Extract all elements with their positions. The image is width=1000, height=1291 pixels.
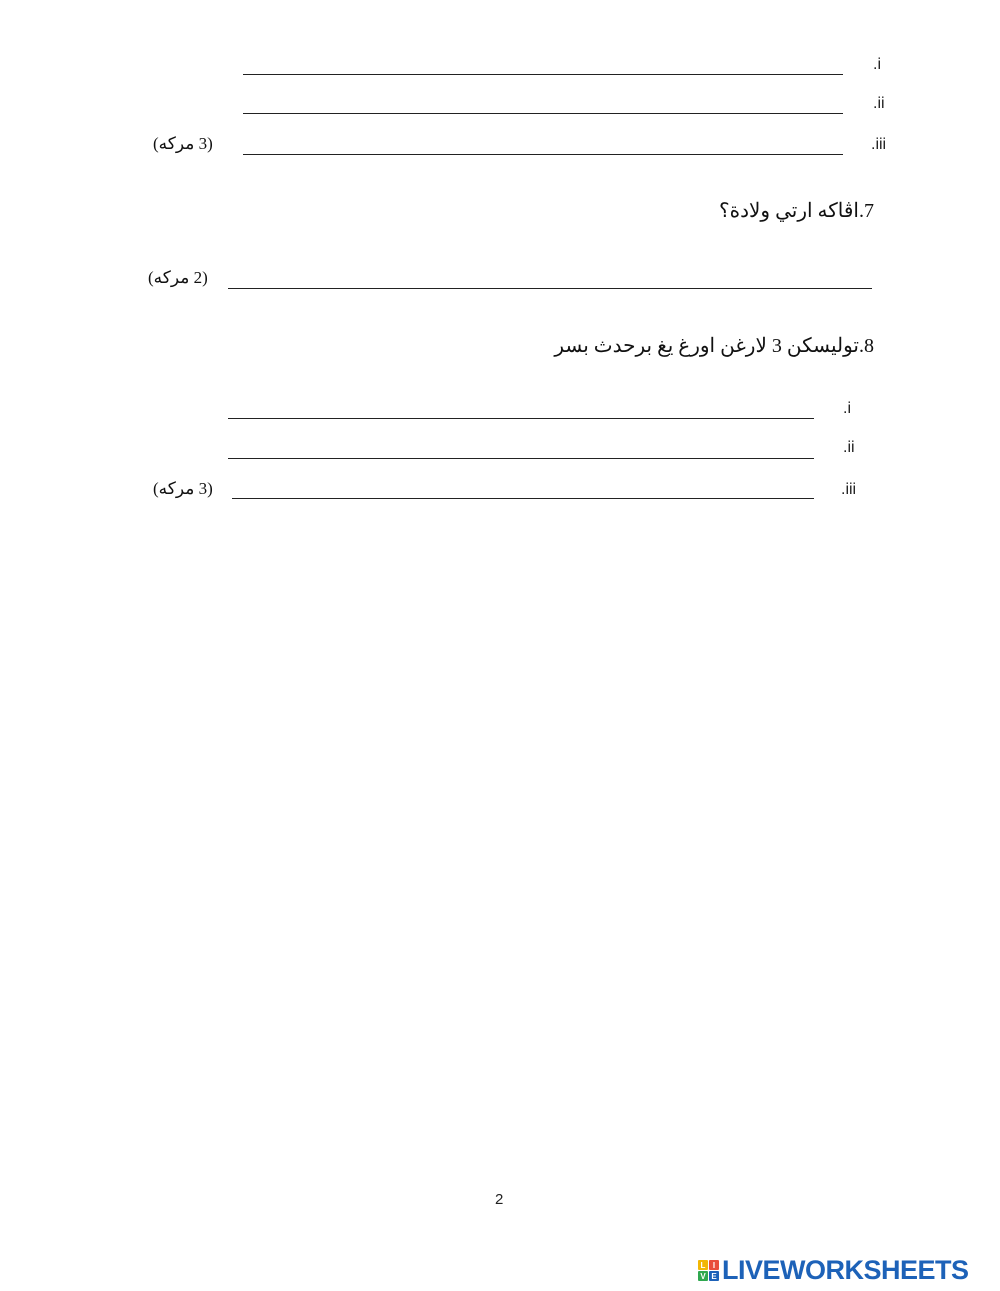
logo-tile-l: L: [698, 1260, 708, 1270]
logo-tile-v: V: [698, 1271, 708, 1281]
answer-line-7[interactable]: [228, 288, 872, 289]
answer-line-8-ii[interactable]: [228, 458, 814, 459]
item-label-1-ii: .ii: [873, 95, 885, 112]
answer-line-8-i[interactable]: [228, 418, 814, 419]
marks-label-8: (3 مركه): [153, 479, 213, 498]
item-label-1-iii: .iii: [871, 136, 887, 153]
liveworksheets-logo: [698, 1255, 969, 1286]
item-label-8-i: .i: [843, 400, 851, 417]
logo-tile-i: I: [709, 1260, 719, 1270]
item-label-8-iii: .iii: [841, 481, 857, 498]
question-7-text: 7.اڤاكه ارتي ولادة؟: [719, 200, 874, 222]
item-label-1-i: .i: [873, 56, 881, 73]
question-8-text: 8.توليسكن 3 لارغن اورغ يغ برحدث بسر: [554, 335, 874, 357]
item-label-8-ii: .ii: [843, 439, 855, 456]
logo-tiles-icon: [698, 1260, 719, 1281]
answer-line-8-iii[interactable]: [232, 498, 814, 499]
logo-text: LIVEWORKSHEETS: [722, 1255, 969, 1285]
marks-label-7: (2 مركه): [148, 268, 208, 287]
answer-line-1-ii[interactable]: [243, 113, 843, 114]
answer-line-1-iii[interactable]: [243, 154, 843, 155]
marks-label-1: (3 مركه): [153, 134, 213, 153]
answer-line-1-i[interactable]: [243, 74, 843, 75]
logo-tile-e: E: [709, 1271, 719, 1281]
page-number: 2: [495, 1191, 504, 1208]
